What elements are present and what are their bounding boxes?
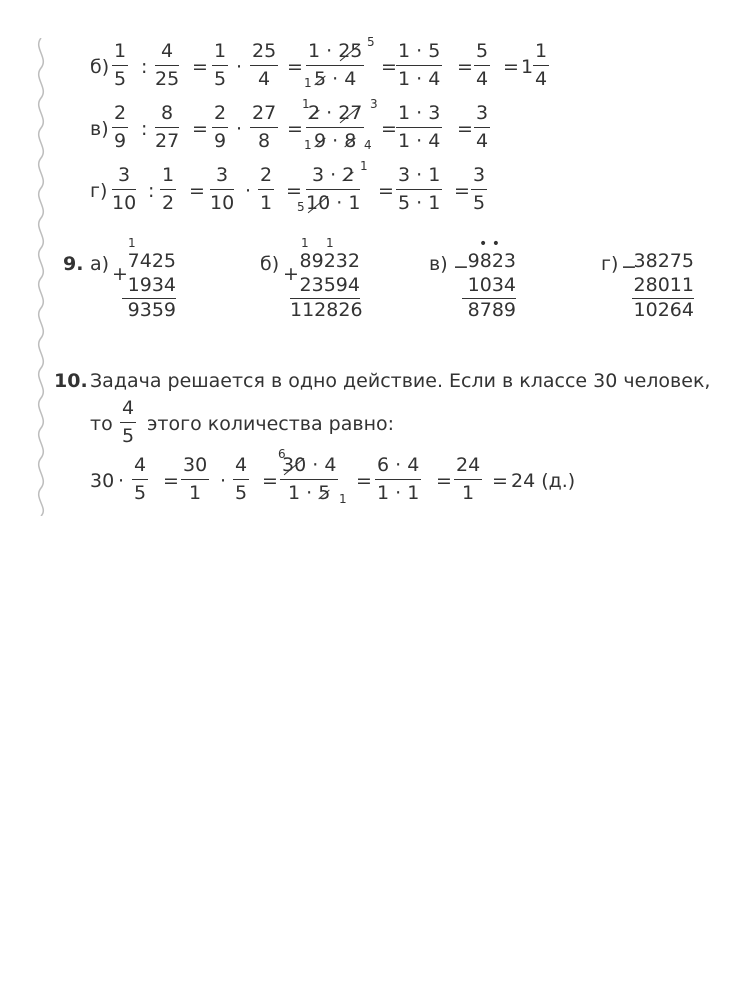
fraction: 24 1 bbox=[456, 454, 481, 504]
fraction: 27 8 bbox=[252, 102, 277, 152]
fraction: 1 · 5 1 · 4 bbox=[398, 40, 441, 90]
fraction-reduced: 2 · 27 9 · 8 bbox=[308, 102, 363, 152]
fraction: 4 25 bbox=[155, 40, 180, 90]
fraction: 5 4 bbox=[476, 40, 489, 90]
fraction: 30 1 bbox=[183, 454, 208, 504]
fraction: 3 · 1 5 · 1 bbox=[398, 164, 441, 214]
column-subtraction: 9823 1034 8789 bbox=[462, 252, 516, 325]
fraction: 3 4 bbox=[476, 102, 489, 152]
fraction: 25 4 bbox=[252, 40, 277, 90]
fraction: 1 5 bbox=[214, 40, 227, 90]
task-number: 10. bbox=[54, 370, 88, 392]
fraction: 1 4 bbox=[535, 40, 548, 90]
label-g: г) bbox=[601, 253, 619, 275]
task-number: 9. bbox=[63, 253, 84, 275]
fraction: 2 9 bbox=[214, 102, 227, 152]
label-a: а) bbox=[90, 253, 110, 275]
answer: 24 (д.) bbox=[511, 470, 576, 492]
fraction: 3 5 bbox=[473, 164, 486, 214]
fraction: 3 10 bbox=[210, 164, 235, 214]
fraction: 2 9 bbox=[114, 102, 127, 152]
fraction: 1 · 3 1 · 4 bbox=[398, 102, 441, 152]
fraction: 4 5 bbox=[122, 397, 135, 447]
fraction-reduced: 3 · 2 10 · 1 bbox=[306, 164, 361, 214]
fraction: 8 27 bbox=[155, 102, 180, 152]
label-g: г) bbox=[90, 180, 108, 202]
fraction: 6 · 4 1 · 1 bbox=[377, 454, 420, 504]
task-text: Задача решается в одно действие. Если в классе 30 человек, bbox=[90, 370, 711, 392]
label-v: в) bbox=[90, 118, 109, 140]
fraction-reduced: 1 · 25 5 · 4 bbox=[308, 40, 363, 90]
fraction: 3 10 bbox=[112, 164, 137, 214]
fraction: 4 5 bbox=[134, 454, 147, 504]
fraction: 4 5 bbox=[235, 454, 248, 504]
wavy-margin-line bbox=[30, 38, 52, 516]
fraction: 1 2 bbox=[162, 164, 175, 214]
label-b: б) bbox=[90, 56, 110, 78]
fraction: 2 1 bbox=[260, 164, 273, 214]
label-b: б) bbox=[260, 253, 280, 275]
label-v: в) bbox=[429, 253, 448, 275]
fraction-reduced: 30 · 4 1 · 5 bbox=[282, 454, 337, 504]
column-addition: 7425 1934 9359 bbox=[122, 252, 176, 325]
column-addition: 89232 23594 112826 bbox=[290, 250, 363, 321]
fraction: 1 5 bbox=[114, 40, 127, 90]
column-subtraction: 38275 28011 10264 bbox=[633, 250, 694, 321]
